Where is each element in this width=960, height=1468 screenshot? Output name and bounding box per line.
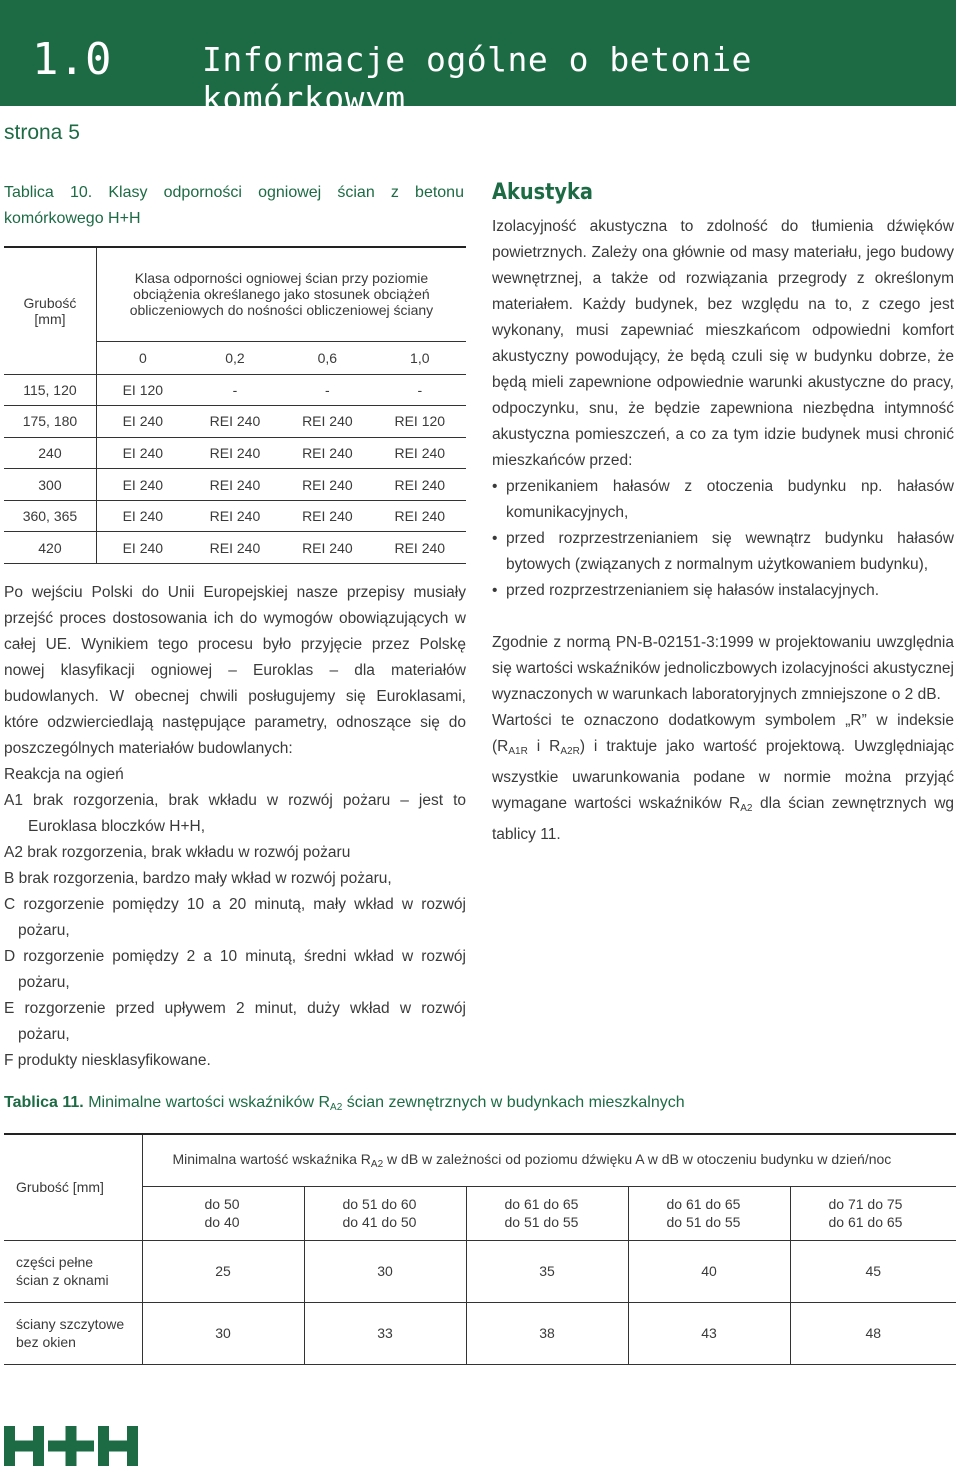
reaction-heading: Reakcja na ogień: [4, 766, 124, 783]
table-header-row: [4, 1134, 956, 1186]
table-row: [4, 406, 466, 438]
section-title: Informacje ogólne o betonie komórkowym: [202, 40, 752, 118]
load-level: 0,6: [281, 341, 373, 374]
acoustics-paragraph: Izolacyjność akustyczna to zdolność do tłumienia dźwięków powietrznych. Zależy ona głównie od masy materiału, jego budowy wewnętrznej, a także od rozwiązania przegrody z określonym materiałem. Każdy budynek, bez względu na to, z czego jest wykonany, musi zapewniać mieszkańcom odpowiedni komfort akustyczny powodujący, że będą czuli się w budynku dobrze, że będą mieli zapewnione odpowiednie warunki akustyczne do pracy, odpoczynku, snu, że będzie zapewniona niezbędna intymność akustyczna pomieszczeń, a co za tym idzie budynek musi chronić mieszkańców przed:: [492, 218, 954, 469]
class-cell: EI 240: [96, 532, 188, 564]
class-cell: REI 240: [374, 469, 466, 501]
list-item: • przed rozprzestrzenianiem się hałasów instalacyjnych.: [492, 578, 954, 604]
class-item: D rozgorzenie pomiędzy 2 a 10 minutą, średni wkład w rozwój pożaru,: [4, 948, 466, 991]
class-item: F produkty niesklasyfikowane.: [4, 1052, 211, 1069]
load-level: 0,2: [189, 341, 281, 374]
acoustics-design-paragraph: Wartości te oznaczono dodatkowym symbolem „R” w indeksie ($R_{A1R}$ i $R_{A2R}$) i traktuje jako wartość projektową. Uwzględniając wszystkie uwarunkowania podane w normie można przyjąć wymagane wartości wskaźników $R_{A2}$ dla ścian zewnętrznych wg tablicy 11.: [492, 712, 955, 843]
noise-list: [492, 474, 954, 604]
class-cell: REI 240: [281, 437, 373, 469]
class-cell: REI 240: [374, 532, 466, 564]
thickness-cell: 115, 120: [4, 374, 96, 406]
table11-caption: Tablica 11. Minimalne wartości wskaźników $R_{A2}$ ścian zewnętrznych w budynkach mieszkalnych: [4, 1094, 685, 1113]
class-item: B brak rozgorzenia, bardzo mały wkład w rozwój pożaru,: [4, 870, 392, 887]
class-cell: EI 240: [96, 500, 188, 532]
class-item: C rozgorzenie pomiędzy 10 a 20 minutą, mały wkład w rozwój pożaru,: [4, 896, 466, 939]
thickness-cell: 175, 180: [4, 406, 96, 438]
table-header-row: [4, 247, 466, 341]
noise-level-row: [4, 1186, 956, 1240]
class-cell: REI 240: [189, 406, 281, 438]
hh-logo-icon: [4, 1426, 138, 1466]
class-item: A1 brak rozgorzenia, brak wkładu w rozwój pożaru – jest to Euroklasa bloczków H+H,: [4, 792, 466, 835]
class-cell: EI 240: [96, 406, 188, 438]
class-cell: REI 240: [281, 406, 373, 438]
table-row: [4, 469, 466, 501]
class-cell: REI 240: [281, 500, 373, 532]
class-cell: REI 240: [374, 500, 466, 532]
class-cell: REI 240: [281, 532, 373, 564]
page-header: [0, 0, 956, 118]
acoustics-section: [492, 176, 954, 848]
class-cell: EI 240: [96, 469, 188, 501]
class-cell: REI 240: [189, 437, 281, 469]
value-cell: 25: [142, 1240, 304, 1302]
class-cell: REI 240: [189, 532, 281, 564]
table10-caption: [4, 180, 464, 232]
load-level: 0: [96, 341, 188, 374]
class-cell: EI 240: [96, 437, 188, 469]
table-row: [4, 500, 466, 532]
class-cell: EI 120: [96, 374, 188, 406]
table-row: [4, 1302, 956, 1364]
table-row: [4, 532, 466, 564]
euroclass-intro: Po wejściu Polski do Unii Europejskiej nasze przepisy musiały przejść proces dostosowania ich do wymogów obowiązujących w całej UE. Wynikiem tego procesu było przyjęcie przez Polskę nowej klasyfikacji ogniowej – Euroklas – dla materiałów budowlanych. W obecnej chwili posługujemy się Euroklasami, które odzwierciedlają następujące parametry, odnoszące się do poszczególnych materiałów budowlanych:: [4, 584, 466, 757]
thickness-header: Grubość [mm]: [4, 247, 96, 374]
wall-type-cell: ściany szczytowe bez okien: [4, 1302, 142, 1364]
fire-class-group-header: Klasa odporności ogniowej ścian przy poziomie obciążenia określanego jako stosunek obciążeń obliczeniowych do nośności obliczeniowej ściany: [96, 247, 466, 341]
class-cell: REI 240: [189, 500, 281, 532]
wall-type-cell: części pełne ścian z oknami: [4, 1240, 142, 1302]
class-cell: -: [374, 374, 466, 406]
table-row: [4, 374, 466, 406]
acoustics-heading: Akustyka: [492, 180, 593, 205]
class-cell: REI 240: [189, 469, 281, 501]
class-cell: REI 240: [374, 437, 466, 469]
class-cell: -: [281, 374, 373, 406]
value-cell: 48: [790, 1302, 956, 1364]
noise-level: do 51 do 60 do 41 do 50: [304, 1186, 466, 1240]
bullet-icon: •: [492, 530, 498, 547]
table-row: [4, 437, 466, 469]
value-cell: 30: [142, 1302, 304, 1364]
table10-caption-text: Klasy odporności ogniowej ścian z betonu komórkowego H+H: [4, 184, 464, 227]
value-cell: 33: [304, 1302, 466, 1364]
index-group-header: Minimalna wartość wskaźnika $R_{A2}$ w dB w zależności od poziomu dźwięku A w dB w otoczeniu budynku w dzień/noc: [142, 1134, 956, 1186]
class-cell: -: [189, 374, 281, 406]
noise-level: do 71 do 75 do 61 do 65: [790, 1186, 956, 1240]
noise-level: do 61 do 65 do 51 do 55: [628, 1186, 790, 1240]
fire-resistance-table: [4, 246, 466, 564]
thickness-cell: 240: [4, 437, 96, 469]
class-cell: REI 240: [281, 469, 373, 501]
page-label: strona 5: [4, 121, 80, 144]
value-cell: 38: [466, 1302, 628, 1364]
thickness-header: Grubość [mm]: [4, 1134, 142, 1240]
acoustics-norm-paragraph: Zgodnie z normą PN-B-02151-3:1999 w projektowaniu uwzględnia się wartości wskaźników jednoliczbowych izolacyjności akustycznej wyznaczonych w warunkach laboratoryjnych zmniejszone o 2 dB.: [492, 634, 954, 703]
list-item: • przenikaniem hałasów z otoczenia budynku np. hałasów komunikacyjnych,: [492, 474, 954, 526]
load-level: 1,0: [374, 341, 466, 374]
list-item: • przed rozprzestrzenianiem się wewnątrz budynku hałasów bytowych (związanych z normalnym użytkowaniem budynku),: [492, 526, 954, 578]
bullet-icon: •: [492, 582, 498, 599]
class-cell: REI 120: [374, 406, 466, 438]
value-cell: 45: [790, 1240, 956, 1302]
value-cell: 43: [628, 1302, 790, 1364]
table-row: [4, 1240, 956, 1302]
value-cell: 35: [466, 1240, 628, 1302]
bullet-icon: •: [492, 478, 498, 495]
thickness-cell: 420: [4, 532, 96, 564]
value-cell: 30: [304, 1240, 466, 1302]
value-cell: 40: [628, 1240, 790, 1302]
table11-caption-label: Tablica 11.: [4, 1094, 84, 1111]
noise-level: do 61 do 65 do 51 do 55: [466, 1186, 628, 1240]
thickness-cell: 360, 365: [4, 500, 96, 532]
thickness-cell: 300: [4, 469, 96, 501]
section-number: 1.0: [32, 34, 112, 85]
class-item: A2 brak rozgorzenia, brak wkładu w rozwój pożaru: [4, 844, 351, 861]
noise-level: do 50 do 40: [142, 1186, 304, 1240]
euroclass-text: [4, 580, 466, 1074]
acoustic-index-table: [4, 1133, 956, 1365]
table10-caption-label: Tablica 10.: [4, 184, 93, 201]
class-item: E rozgorzenie przed upływem 2 minut, duży wkład w rozwój pożaru,: [4, 1000, 466, 1043]
